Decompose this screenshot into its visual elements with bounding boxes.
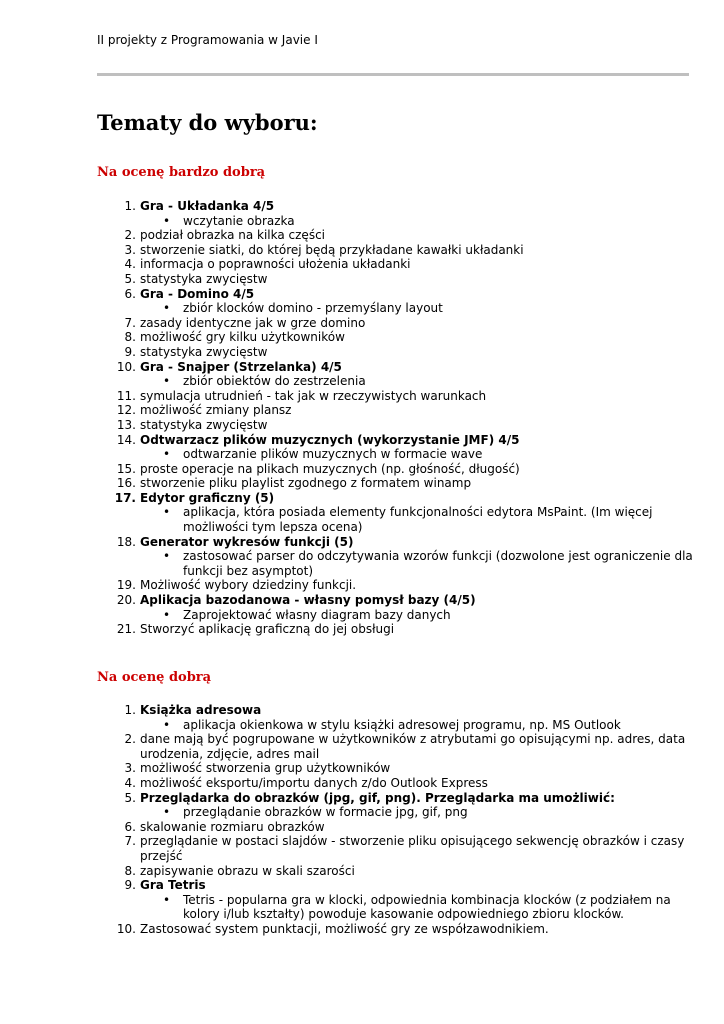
list-item	[0, 578, 724, 593]
list-subitem-text: wczytanie obrazka	[183, 213, 295, 228]
list-item-text: Książka adresowa	[140, 703, 262, 717]
list-item-text: stworzenie siatki, do której będą przykładane kawałki układanki	[140, 242, 524, 257]
list-item	[0, 389, 724, 404]
list-item	[0, 791, 724, 806]
list-item-text: możliwość stworzenia grup użytkowników	[140, 761, 391, 776]
list-item-text: możliwość zmiany plansz	[140, 403, 292, 418]
list-item-number: 1.	[124, 703, 136, 717]
list-item	[0, 864, 724, 879]
list-subitem	[0, 301, 724, 316]
list-item-text: proste operacje na plikach muzycznych (np. głośność, długość)	[140, 461, 520, 476]
list-item	[0, 403, 724, 418]
list-item	[0, 761, 724, 776]
list-subitem-text: przeglądanie obrazków w formacie jpg, gif, png	[183, 805, 468, 820]
list-item-number: 15.	[116, 461, 136, 476]
bullet-icon: •	[163, 447, 171, 462]
list-subitem	[0, 805, 724, 820]
bullet-icon: •	[163, 505, 171, 520]
list-item-number: 1.	[124, 199, 136, 213]
bullet-icon: •	[163, 805, 171, 820]
list-subitem-text: odtwarzanie plików muzycznych w formacie wave	[183, 447, 483, 462]
list-subitem-text: zastosować parser do odczytywania wzorów funkcji (dozwolone jest ograniczenie dla	[183, 549, 693, 564]
list-item-text-continued: urodzenia, zdjęcie, adres mail	[140, 746, 320, 761]
section-heading-good: Na ocenę dobrą	[97, 670, 212, 685]
list-item-number: 8.	[124, 330, 136, 345]
list-item	[0, 535, 724, 550]
bullet-icon: •	[163, 213, 171, 228]
list-item	[0, 622, 724, 637]
list-item-number: 19.	[116, 578, 136, 593]
bullet-icon: •	[163, 892, 171, 907]
list-subitem	[0, 374, 724, 389]
list-subitem	[0, 608, 724, 623]
bullet-icon: •	[163, 607, 171, 622]
list-subitem-text: aplikacja, która posiada elementy funkcjonalności edytora MsPaint. (Im więcej	[183, 505, 653, 520]
list-item	[0, 703, 724, 718]
list-item	[0, 316, 724, 331]
list-item	[0, 345, 724, 360]
list-item	[0, 732, 724, 761]
list-item-number: 10.	[116, 921, 136, 936]
list-item-text: informacja o poprawności ułożenia układanki	[140, 257, 411, 272]
list-item-number: 3.	[124, 761, 136, 776]
list-item	[0, 433, 724, 448]
list-item-text: podział obrazka na kilka części	[140, 228, 325, 243]
list-item-number: 20.	[116, 593, 136, 608]
list-item-text: przeglądanie w postaci slajdów - stworzenie pliku opisującego sekwencję obrazków i czasy	[140, 834, 685, 849]
list-item-number: 6.	[124, 819, 136, 834]
list-item	[0, 776, 724, 791]
list-item-text: Gra Tetris	[140, 878, 206, 893]
list-item-number: 7.	[124, 834, 136, 849]
list-item-number: 17.	[114, 490, 136, 505]
list-item-number: 10.	[116, 359, 136, 374]
list-item-number: 3.	[124, 242, 136, 257]
list-subitem-text: zbiór klocków domino - przemyślany layout	[183, 301, 443, 316]
list-item-number: 6.	[124, 286, 136, 301]
list-item-text: statystyka zwycięstw	[140, 271, 268, 286]
list-item	[0, 878, 724, 893]
list-subitem-text-continued: funkcji bez asymptot)	[183, 563, 314, 578]
list-item-text: dane mają być pogrupowane w użytkowników z atrybutami go opisującymi np. adres, data	[140, 732, 686, 747]
list-item	[0, 330, 724, 345]
list-item	[0, 834, 724, 863]
list-item	[0, 922, 724, 937]
bullet-icon: •	[163, 374, 171, 389]
list-subitem-text-continued: kolory i/lub kształty) powoduje kasowanie odpowiedniego zbioru klocków.	[183, 907, 624, 922]
list-item	[0, 287, 724, 302]
list-item	[0, 228, 724, 243]
list-subitem	[0, 447, 724, 462]
list-item-number: 11.	[116, 388, 136, 403]
list-item-number: 14.	[116, 432, 136, 447]
list-item-text: Stworzyć aplikację graficzną do jej obsługi	[140, 622, 395, 637]
list-item	[0, 243, 724, 258]
list-item	[0, 593, 724, 608]
list-subitem	[0, 718, 724, 733]
list-item-number: 16.	[116, 476, 136, 491]
list-subitem	[0, 893, 724, 922]
bullet-icon: •	[163, 549, 171, 564]
list-item-text: możliwość gry kilku użytkowników	[140, 330, 345, 345]
list-subitem-text: aplikacja okienkowa w stylu książki adresowej programu, np. MS Outlook	[183, 717, 621, 732]
list-item-text: Przeglądarka do obrazków (jpg, gif, png). Przeglądarka ma umożliwić:	[140, 790, 615, 805]
list-item-text: zapisywanie obrazu w skali szarości	[140, 863, 355, 878]
list-subitem-text: Zaprojektować własny diagram bazy danych	[183, 607, 451, 622]
list-item-text: Gra - Układanka 4/5	[140, 199, 275, 213]
list-item-text: statystyka zwycięstw	[140, 344, 268, 359]
list-item-text: możliwość eksportu/importu danych z/do Outlook Express	[140, 775, 488, 790]
list-item-text-continued: przejść	[140, 848, 183, 863]
list-item-text: Odtwarzacz plików muzycznych (wykorzystanie JMF) 4/5	[140, 432, 520, 447]
list-item-number: 18.	[116, 534, 136, 549]
list-item-text: Gra - Domino 4/5	[140, 286, 255, 301]
bullet-icon: •	[163, 301, 171, 316]
list-item-text: statystyka zwycięstw	[140, 417, 268, 432]
list-item-number: 2.	[124, 732, 136, 747]
list-subitem	[0, 214, 724, 229]
list-item-number: 4.	[124, 775, 136, 790]
list-item	[0, 257, 724, 272]
list-item-number: 5.	[124, 271, 136, 286]
list-subitem	[0, 549, 724, 578]
page-title: Tematy do wyboru:	[97, 110, 318, 135]
list-subitem-text: Tetris - popularna gra w klocki, odpowiednia kombinacja klocków (z podziałem na	[183, 892, 671, 907]
list-item-text: Gra - Snajper (Strzelanka) 4/5	[140, 359, 342, 374]
list-item-text: Możliwość wybory dziedziny funkcji.	[140, 578, 357, 593]
page-header: II projekty z Programowania w Javie I	[97, 33, 318, 47]
list-item	[0, 462, 724, 477]
list-item-text: Edytor graficzny (5)	[140, 490, 275, 505]
list-item-text: Zastosować system punktacji, możliwość gry ze współzawodnikiem.	[140, 921, 549, 936]
list-item-number: 13.	[116, 417, 136, 432]
list-item-text: Generator wykresów funkcji (5)	[140, 534, 354, 549]
list-item-number: 9.	[124, 344, 136, 359]
list-item-number: 12.	[116, 403, 136, 418]
list-item-text: symulacja utrudnień - tak jak w rzeczywistych warunkach	[140, 388, 487, 403]
list-item-number: 8.	[124, 863, 136, 878]
list-item-text: Aplikacja bazodanowa - własny pomysł bazy (4/5)	[140, 593, 476, 608]
list-item-number: 2.	[124, 228, 136, 243]
list-item-number: 21.	[116, 622, 136, 637]
list-item-number: 4.	[124, 257, 136, 272]
bullet-icon: •	[163, 717, 171, 732]
list-item-text: skalowanie rozmiaru obrazków	[140, 819, 325, 834]
list-item	[0, 360, 724, 375]
list-item	[0, 491, 724, 506]
list-subitem-text: zbiór obiektów do zestrzelenia	[183, 374, 366, 389]
list-subitem	[0, 505, 724, 534]
topic-list-good	[0, 703, 724, 937]
list-item-text: zasady identyczne jak w grze domino	[140, 315, 366, 330]
list-item	[0, 476, 724, 491]
section-heading-very-good: Na ocenę bardzo dobrą	[97, 165, 266, 180]
list-item	[0, 418, 724, 433]
list-item-number: 5.	[124, 790, 136, 805]
list-item-number: 9.	[124, 878, 136, 893]
list-item-number: 7.	[124, 315, 136, 330]
list-item	[0, 199, 724, 214]
list-subitem-text-continued: możliwości tym lepsza ocena)	[183, 520, 363, 535]
list-item-text: stworzenie pliku playlist zgodnego z formatem winamp	[140, 476, 472, 491]
topic-list-very-good	[0, 199, 724, 637]
list-item	[0, 272, 724, 287]
list-item	[0, 820, 724, 835]
header-divider	[97, 73, 689, 76]
